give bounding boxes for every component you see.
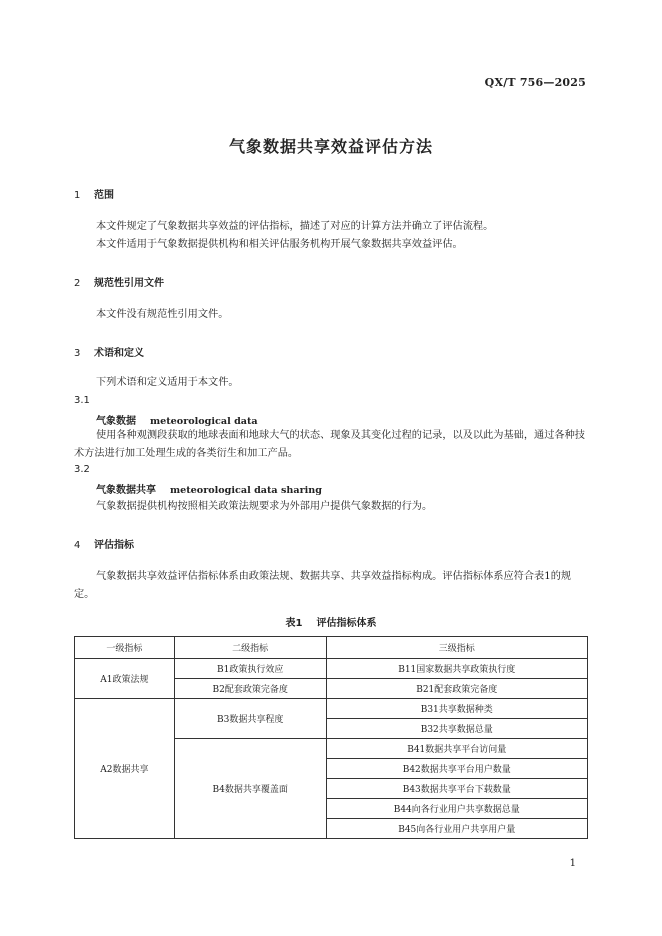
section-title: 评估指标 [94,540,134,551]
section-3-heading [74,344,144,359]
paragraph: 本文件规定了气象数据共享效益的评估指标，描述了对应的计算方法并确立了评估流程。 [96,221,494,232]
level3-cell: B32共享数据总量 [326,719,587,739]
term-number: 3.2 [74,464,90,475]
standard-code: QX/T 756—2025 [484,76,586,89]
section-title: 规范性引用文件 [94,278,164,289]
level1-cell: A1政策法规 [75,659,175,699]
level3-cell: B31共享数据种类 [326,699,587,719]
term-zh: 气象数据 [96,416,136,427]
term-en: meteorological data [150,416,258,427]
term-en: meteorological data sharing [170,485,322,496]
level3-cell: B45向各行业用户共享用户量 [326,819,587,839]
section-4-heading [74,536,134,551]
table-row [75,699,588,719]
table-header-cell: 三级指标 [326,637,587,659]
table-row [75,659,588,679]
section-title: 术语和定义 [94,348,144,359]
section-number: 3 [74,348,81,359]
term-definition: 气象数据提供机构按照相关政策法规要求为外部用户提供气象数据的行为。 [96,501,433,512]
section-number: 4 [74,540,81,551]
level2-cell: B2配套政策完备度 [174,679,326,699]
level3-cell: B41数据共享平台访问量 [326,739,587,759]
level3-cell: B42数据共享平台用户数量 [326,759,587,779]
level2-cell: B3数据共享程度 [174,699,326,739]
term-zh: 气象数据共享 [96,485,156,496]
level3-cell: B43数据共享平台下载数量 [326,779,587,799]
term-definition: 使用各种观测段获取的地球表面和地球大气的状态、现象及其变化过程的记录，以及以此为基础，通过各种技术方法进行加工处理生成的各类衍生和加工产品。 [74,430,585,459]
level2-cell: B4数据共享覆盖面 [174,739,326,839]
table-header-cell: 二级指标 [174,637,326,659]
page-number: 1 [569,858,576,869]
section-2-heading [74,274,164,289]
level3-cell: B11国家数据共享政策执行度 [326,659,587,679]
level3-cell: B44向各行业用户共享数据总量 [326,799,587,819]
paragraph: 本文件没有规范性引用文件。 [96,309,229,320]
term-heading [96,412,258,427]
table-header-cell: 一级指标 [75,637,175,659]
table-caption-title: 评估指标体系 [316,618,377,629]
paragraph: 气象数据共享效益评估指标体系由政策法规、数据共享、共享效益指标构成。评估指标体系应符合表1的规定。 [74,571,572,600]
section-number: 1 [74,190,81,201]
table-caption [0,614,662,629]
indicator-table [74,636,588,839]
section-title: 范围 [94,190,114,201]
level2-cell: B1政策执行效应 [174,659,326,679]
paragraph: 本文件适用于气象数据提供机构和相关评估服务机构开展气象数据共享效益评估。 [96,239,463,250]
level3-cell: B21配套政策完备度 [326,679,587,699]
section-number: 2 [74,278,81,289]
table-caption-number: 表1 [285,618,303,629]
table-header-row [75,637,588,659]
paragraph: 下列术语和定义适用于本文件。 [96,377,239,388]
term-heading [96,481,322,496]
term-number: 3.1 [74,395,90,406]
level1-cell: A2数据共享 [75,699,175,839]
page-title: 气象数据共享效益评估方法 [228,137,433,156]
section-1-heading [74,186,114,201]
